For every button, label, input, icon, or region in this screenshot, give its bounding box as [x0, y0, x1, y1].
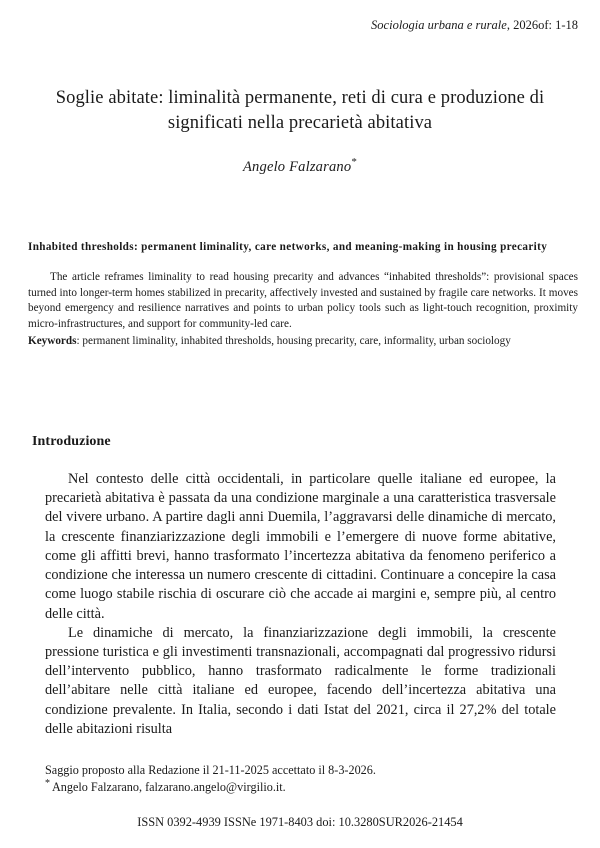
- abstract-block: [28, 240, 578, 349]
- author-name: Angelo Falzarano: [242, 159, 352, 176]
- journal-name: Sociologia urbana e rurale: [371, 18, 507, 32]
- author-contact-note: [45, 779, 556, 796]
- footnote-block: [45, 762, 556, 797]
- keywords-label: Keywords: [28, 334, 77, 347]
- body-paragraph: Le dinamiche di mercato, la finanziarizzazione degli immobili, la crescente pressione turistica e gli investimenti transnazionali, accompagnati dal progressivo ridursi dell’intervento pubblico, hanno trasformato radicalmente le forme tradizionali dell’abitare nelle città italiane ed europee, facendo dell’incertezza abitativa una condizione prevalente. In Italia, secondo i dati Istat del 2021, circa il 27,2% del totale delle abitazioni risulta: [45, 624, 556, 737]
- footnote-marker: *: [45, 778, 50, 790]
- issue-citation: , 2026of: 1-18: [506, 18, 578, 32]
- body-text: [45, 470, 556, 739]
- running-head: [371, 18, 578, 33]
- body-paragraph: Nel contesto delle città occidentali, in particolare quelle italiane ed europee, la precarietà abitativa è passata da una condizione marginale a una caratteristica trasversale del vivere urbano. A partire dagli anni Duemila, l’aggravarsi delle dinamiche di mercato, la crescente finanziarizzazione degli immobili e l’emergere di nuove forme abitative, come gli affitti brevi, hanno trasformato l’incertezza abitativa da fenomeno periferico a condizione che interessa un numero crescente di cittadini. Continuare a concepire la casa come luogo stabile rischia di oscurare ciò che accade ai margini e, sempre più, al centro delle città.: [45, 471, 556, 622]
- author-contact-text: Angelo Falzarano, falzarano.angelo@virgilio.it.: [52, 780, 286, 795]
- keywords-value: : permanent liminality, inhabited thresholds, housing precarity, care, informality, urban sociology: [76, 334, 511, 347]
- abstract-text: The article reframes liminality to read housing precarity and advances “inhabited thresholds”: provisional spaces turned into longer-term homes stabilized in precarity, affectively invested and sustained by fragile care networks. It moves beyond emergency and resilience narratives and points to urban policy tools such as light-touch recognition, proximity micro-infrastructures, and support for community-led care.: [28, 270, 578, 330]
- submission-note: Saggio proposto alla Redazione il 21-11-2025 accettato il 8-3-2026.: [45, 763, 376, 777]
- issn-doi-line: ISSN 0392-4939 ISSNe 1971-8403 doi: 10.3280SUR2026-21454: [137, 815, 463, 829]
- section-heading-introduzione: Introduzione: [32, 434, 111, 449]
- keywords-line: [28, 334, 578, 350]
- abstract-heading: Inhabited thresholds: permanent liminality, care networks, and meaning-making in housing precarity: [28, 241, 548, 253]
- author-line: [45, 156, 555, 176]
- article-title: Soglie abitate: liminalità permanente, reti di cura e produzione di significati nella precarietà abitativa: [55, 88, 545, 133]
- title-block: [45, 86, 555, 176]
- author-footnote-marker: *: [351, 156, 358, 169]
